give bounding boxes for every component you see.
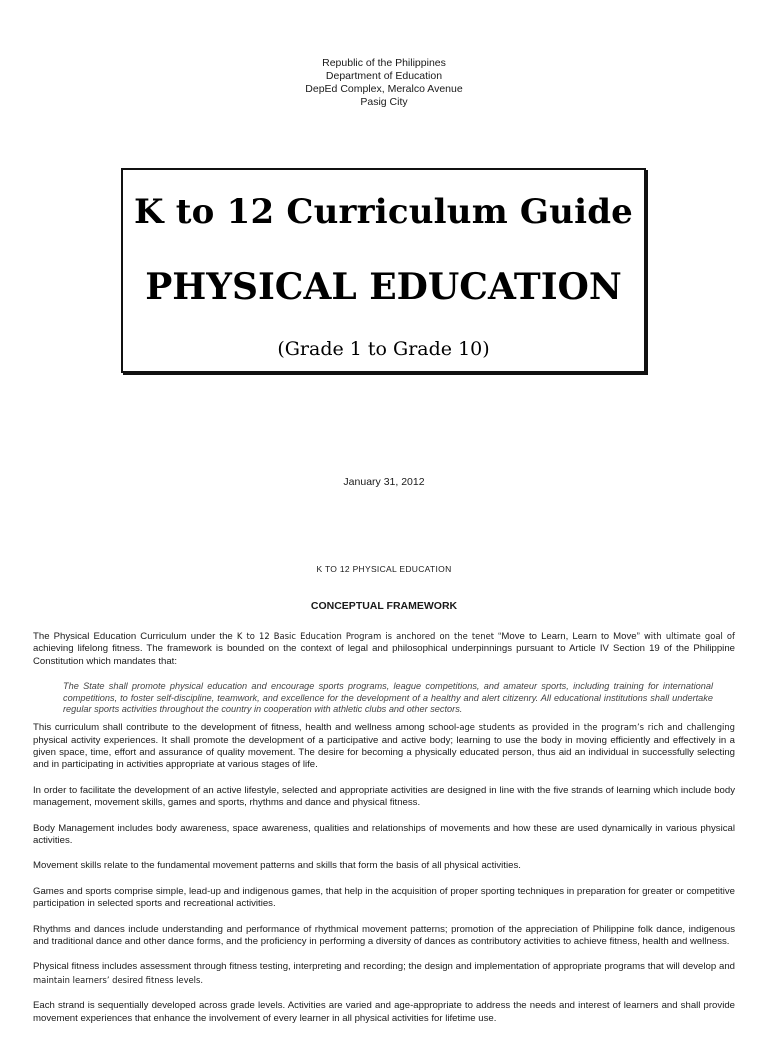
subject-title: PHYSICAL EDUCATION	[145, 266, 622, 308]
paragraph-rhythms-dances: Rhythms and dances include understanding and performance of rhythmical movement patterns; promotion of the appreciation of Philippine folk dance, indigenous and traditional dance and other dance forms, and the proficiency in performing a diversity of dances as contributory activities to achieve fitness, health and wellness.	[33, 923, 735, 947]
paragraph-curriculum: This curriculum shall contribute to the development of fitness, health and wellness among school-age students as provided in the program’s rich and challenging physical activity experiences. It shall promote the development of a participative and active body; learning to use the body in moving efficiently and effectively in a given space, time, effort and assurance of quality movement. The desire for becoming a physically educated person, thus aid an individual in successfully selecting and in participating in activities appropriate at various stages of life.	[33, 722, 735, 771]
title-box	[121, 168, 646, 373]
document-title: K to 12 Curriculum Guide	[133, 192, 634, 232]
paragraph-strands: In order to facilitate the development of an active lifestyle, selected and appropriate activities are designed in line with the five strands of learning which include body management, movement skills, games and sports, rhythms and dance and physical fitness.	[33, 784, 735, 809]
constitution-quote: The State shall promote physical education and encourage sports programs, league competitions, and amateur sports, including training for international competitions, to foster self-discipline, teamwork, and excellence for the development of a healthy and alert citizenry. All educational institutions shall undertake regular sports activities throughout the country in cooperation with athletic clubs and other sectors.	[63, 681, 713, 714]
header-line-city: Pasig City	[360, 96, 408, 108]
grade-range: (Grade 1 to Grade 10)	[277, 338, 490, 360]
section-label: K TO 12 PHYSICAL EDUCATION	[316, 564, 452, 574]
paragraph-physical-fitness: Physical fitness includes assessment through fitness testing, interpreting and recording; the design and implementation of appropriate programs that will develop and maintain learners’ desired fitness levels.	[33, 961, 735, 985]
document-header	[0, 57, 768, 109]
paragraph-sequential: Each strand is sequentially developed across grade levels. Activities are varied and age-appropriate to address the needs and interest of learners and shall provide movement experiences that enhance the involvement of every learner in all physical activities for lifetime use.	[33, 1000, 735, 1024]
document-date: January 31, 2012	[343, 476, 425, 488]
body-text	[33, 630, 735, 1038]
header-line-department: Department of Education	[325, 70, 443, 82]
paragraph-intro: The Physical Education Curriculum under the K to 12 Basic Education Program is anchored on the tenet “Move to Learn, Learn to Move” with ultimate goal of achieving lifelong fitness. The framework is bounded on the context of legal and philosophical underpinnings pursuant to Article IV Section 19 of the Philippine Constitution which mandates that:	[33, 631, 735, 667]
header-line-address: DepEd Complex, Meralco Avenue	[305, 83, 463, 95]
paragraph-body-management: Body Management includes body awareness, space awareness, qualities and relationships of movements and how these are used dynamically in various physical activities.	[33, 822, 735, 846]
section-heading: CONCEPTUAL FRAMEWORK	[310, 600, 458, 612]
paragraph-movement-skills: Movement skills relate to the fundamental movement patterns and skills that form the basis of all physical activities.	[33, 860, 521, 872]
paragraph-games-sports: Games and sports comprise simple, lead-up and indigenous games, that help in the acquisition of proper sporting techniques in preparation for greater or competitive participation in selected sports and recreational activities.	[33, 885, 735, 910]
header-line-republic: Republic of the Philippines	[322, 57, 446, 69]
